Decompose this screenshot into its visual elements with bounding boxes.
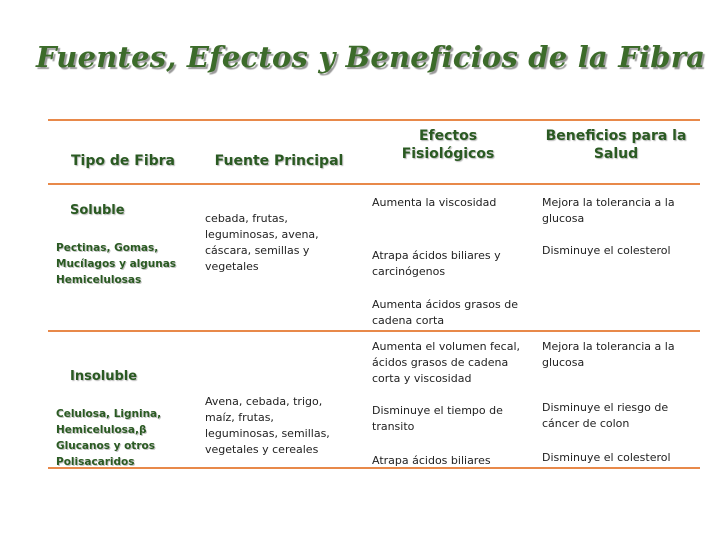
- header-tipo-de-fibra: Tipo de Fibra: [71, 153, 175, 169]
- insoluble-effect: Atrapa ácidos biliares: [372, 454, 491, 467]
- insoluble-label: Insoluble: [70, 369, 138, 384]
- insoluble-source: Avena, cebada, trigo, maíz, frutas, leguminosas, semillas, vegetales y cereales: [205, 395, 330, 456]
- header-efectos-fisiologicos: Efectos Fisiológicos: [401, 128, 495, 162]
- soluble-benefit: Mejora la tolerancia a la glucosa: [542, 196, 675, 225]
- soluble-label: Soluble: [70, 203, 125, 218]
- insoluble-benefit: Mejora la tolerancia a la glucosa: [542, 340, 675, 369]
- table-top-rule: [48, 119, 700, 121]
- soluble-source: cebada, frutas, leguminosas, avena, cáscara, semillas y vegetales: [205, 212, 319, 273]
- header-bottom-rule: [48, 183, 700, 185]
- slide-title: Fuentes, Efectos y Beneficios de la Fibra: [36, 40, 706, 74]
- insoluble-benefit: Disminuye el colesterol: [542, 451, 671, 464]
- soluble-effect: Atrapa ácidos biliares y carcinógenos: [372, 249, 501, 278]
- insoluble-benefit: Disminuye el riesgo de cáncer de colon: [542, 401, 669, 430]
- soluble-effect: Aumenta la viscosidad: [372, 196, 497, 209]
- row-divider-rule: [48, 330, 700, 332]
- insoluble-effect: Disminuye el tiempo de transito: [372, 404, 503, 433]
- soluble-benefit: Disminuye el colesterol: [542, 244, 671, 257]
- header-fuente-principal: Fuente Principal: [214, 153, 344, 169]
- insoluble-subtypes: Celulosa, Lignina, Hemicelulosa,β Glucanos y otros Polisacaridos: [56, 408, 162, 468]
- soluble-effect: Aumenta ácidos grasos de cadena corta: [372, 298, 518, 327]
- insoluble-effect: Aumenta el volumen fecal, ácidos grasos de cadena corta y viscosidad: [372, 340, 521, 385]
- soluble-subtypes: Pectinas, Gomas, Mucílagos y algunas Hemicelulosas: [56, 242, 177, 286]
- header-beneficios-salud: Beneficios para la Salud: [545, 128, 687, 162]
